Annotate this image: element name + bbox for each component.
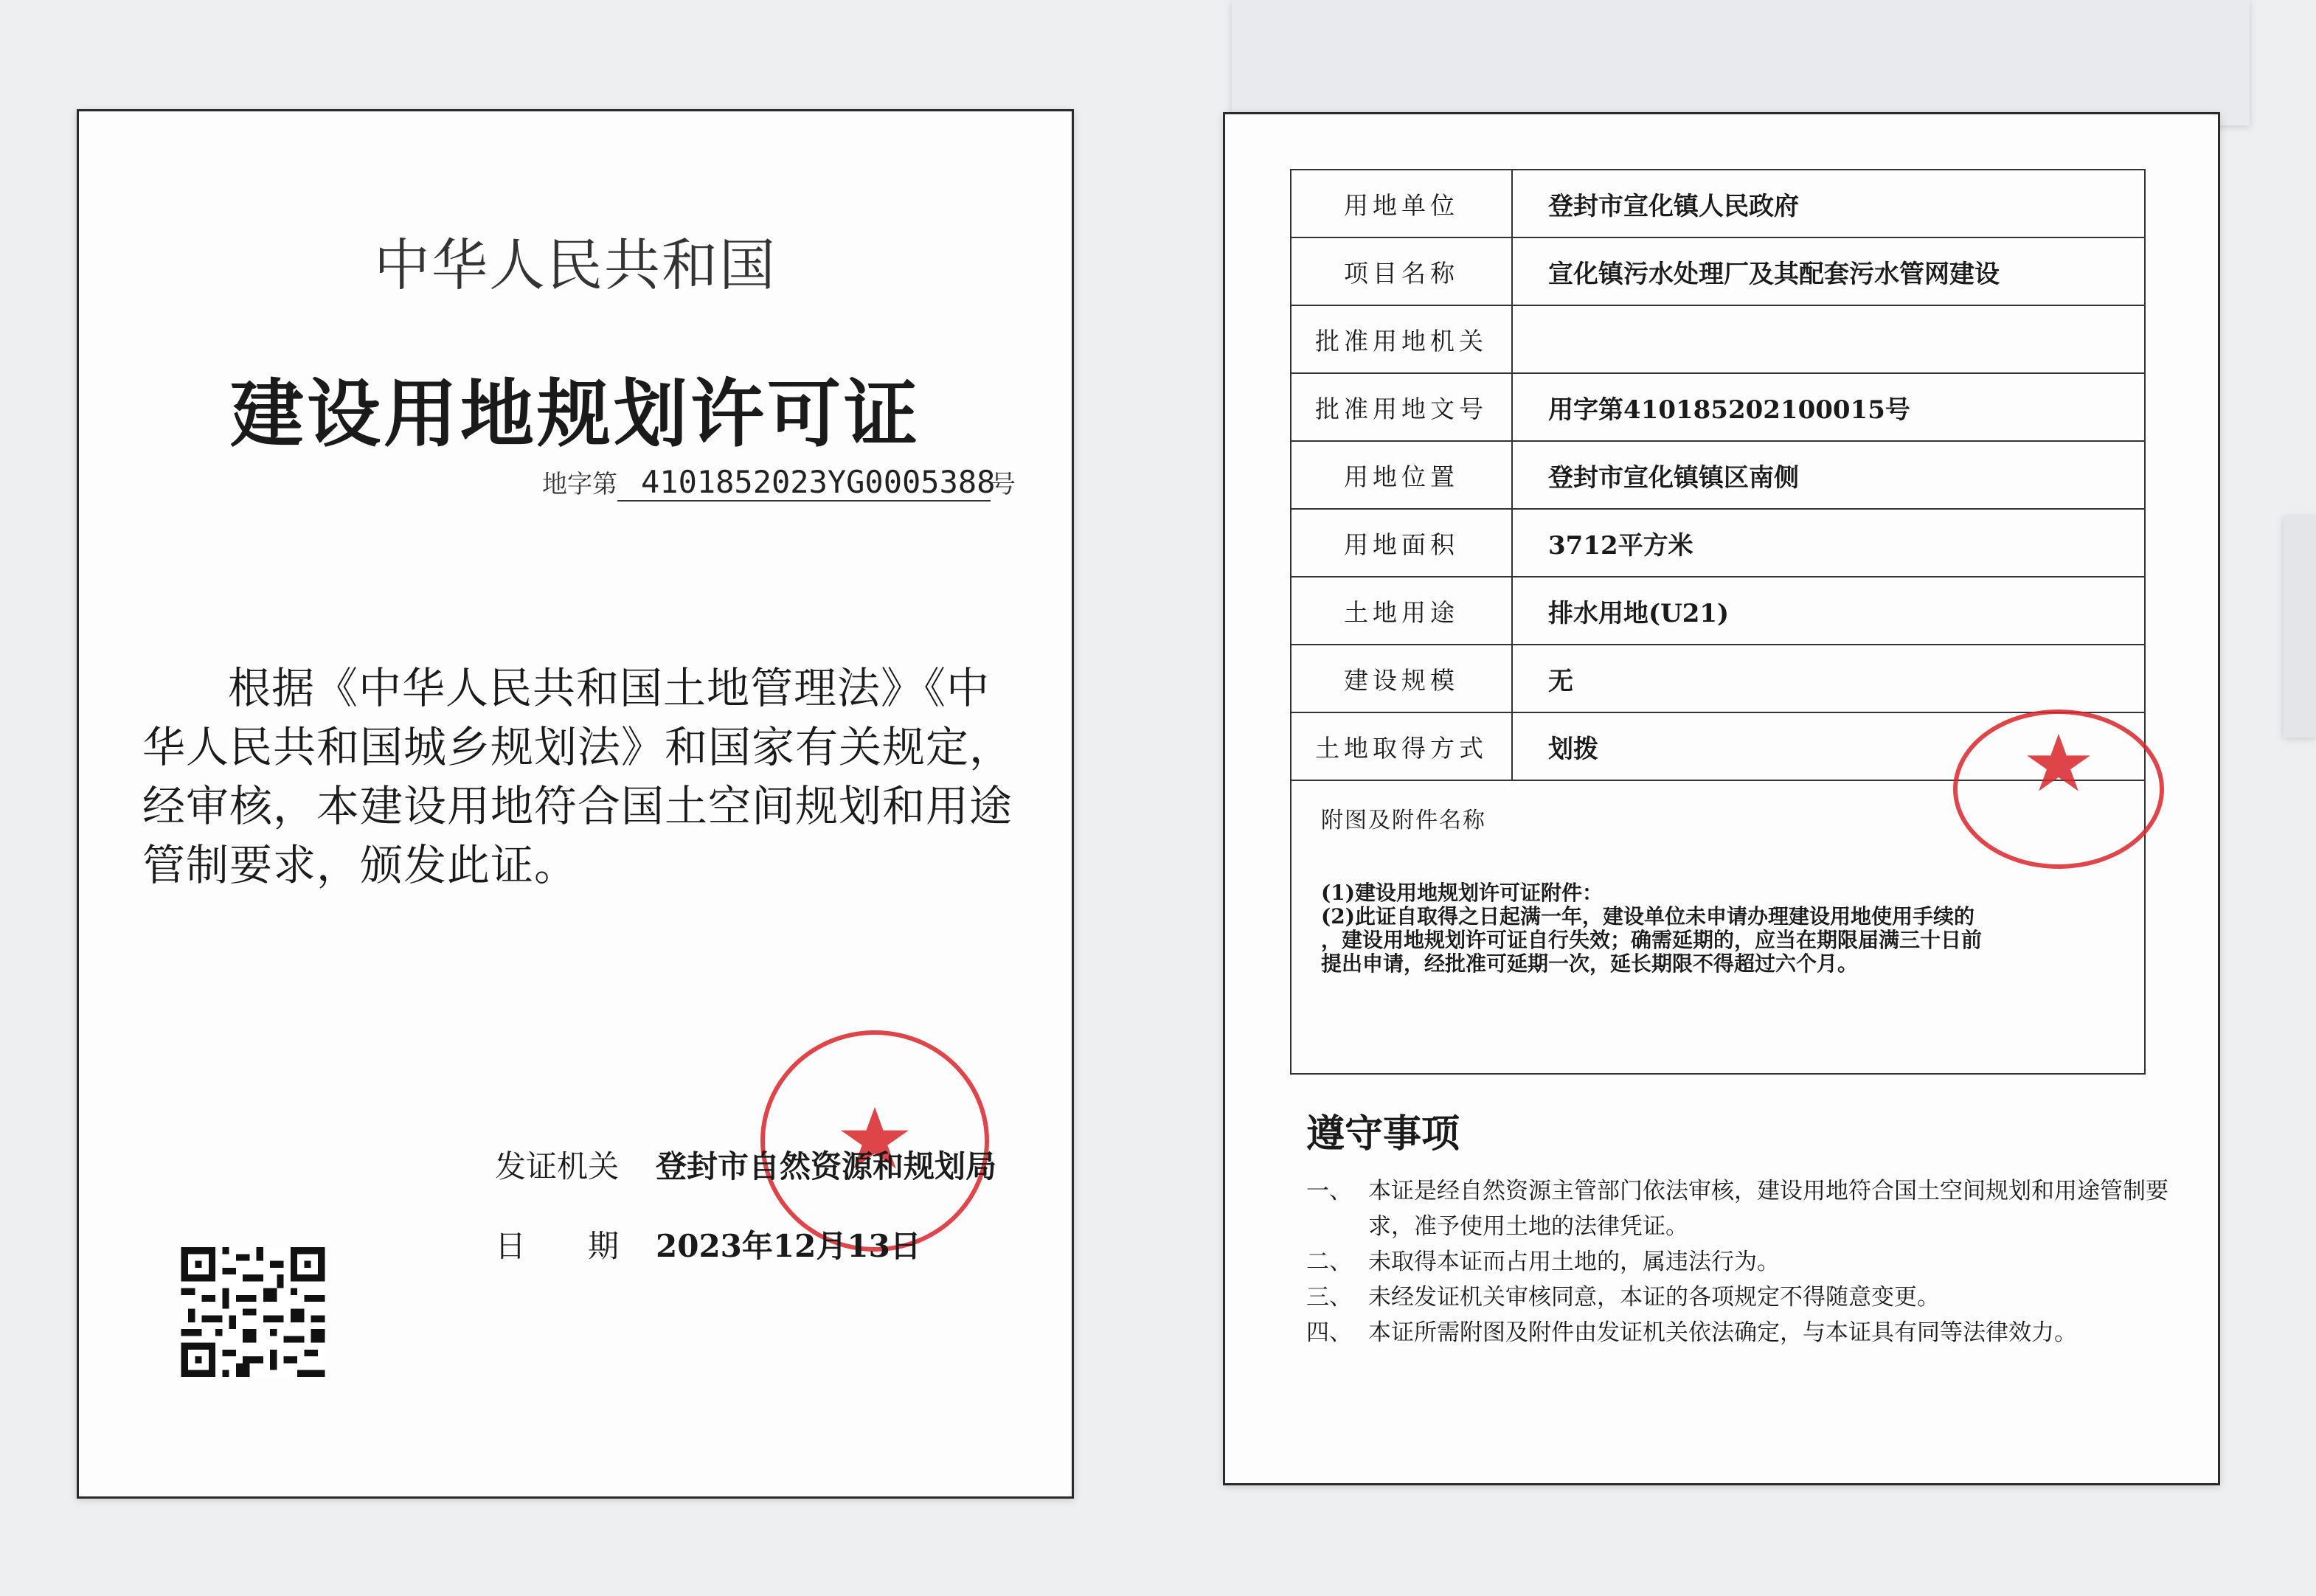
table-row (1291, 170, 2145, 237)
row-label: 用地位置 (1291, 441, 1512, 509)
rule-number: 二、 (1306, 1249, 1352, 1275)
row-value: 登封市宣化镇镇区南侧 (1512, 441, 2145, 509)
issuer-label: 发证机关 (495, 1148, 620, 1184)
row-value (1512, 305, 2145, 373)
certificate-number-line (542, 464, 1016, 502)
row-label: 土地用途 (1291, 577, 1512, 645)
row-value: 划拨 (1512, 712, 2145, 780)
rule-item (1306, 1280, 2191, 1315)
row-value: 用字第410185202100015号 (1512, 373, 2145, 441)
rule-number: 四、 (1306, 1319, 1352, 1346)
row-value: 登封市宣化镇人民政府 (1512, 170, 2145, 237)
rules-title: 遵守事项 (1306, 1112, 1460, 1156)
certificate-title: 建设用地规划许可证 (230, 371, 920, 457)
official-seal-icon (1953, 709, 2164, 869)
row-value: 排水用地(U21) (1512, 577, 2145, 645)
country-name: 中华人民共和国 (374, 232, 777, 298)
attachment-note: 提出申请，经批准可延期一次，延长期限不得超过六个月。 (1321, 951, 1859, 976)
certificate-body: 根据《中华人民共和国土地管理法》《中华人民共和国城乡规划法》和国家有关规定，经审核，本建设用地符合国土空间规划和用途管制要求，颁发此证。 (142, 663, 1013, 890)
qr-code-icon[interactable] (181, 1247, 325, 1377)
table-row (1291, 509, 2145, 577)
rule-text: 本证所需附图及附件由发证机关依法确定，与本证具有同等法律效力。 (1368, 1319, 2077, 1346)
back-page-edge-right (2284, 516, 2316, 738)
attachment-note: ，建设用地规划许可证自行失效；确需延期的，应当在期限届满三十日前 (1321, 928, 1983, 952)
rule-item (1306, 1244, 2191, 1280)
rule-item (1306, 1173, 2191, 1244)
row-label: 批准用地机关 (1291, 305, 1512, 373)
back-page-edge (1232, 0, 2250, 125)
rule-text: 未取得本证而占用土地的，属违法行为。 (1368, 1249, 1780, 1275)
rule-text: 未经发证机关审核同意，本证的各项规定不得随意变更。 (1368, 1284, 1940, 1311)
rule-text: 本证是经自然资源主管部门依法审核，建设用地符合国土空间规划和用途管制要求，准予使用土地的法律凭证。 (1368, 1178, 2168, 1240)
table-row (1291, 373, 2145, 441)
number-suffix: 号 (991, 470, 1016, 499)
table-row (1291, 305, 2145, 373)
rule-number: 一、 (1306, 1178, 1352, 1204)
table-row (1291, 237, 2145, 305)
attachment-note: (2)此证自取得之日起满一年，建设单位未申请办理建设用地使用手续的 (1321, 904, 1975, 929)
certificate-cover-page (77, 109, 1074, 1499)
issuer-value: 登封市自然资源和规划局 (656, 1148, 997, 1184)
date-row (495, 1222, 921, 1266)
row-value: 无 (1512, 645, 2145, 712)
row-label: 项目名称 (1291, 237, 1512, 305)
row-value: 宣化镇污水处理厂及其配套污水管网建设 (1512, 237, 2145, 305)
row-label: 建设规模 (1291, 645, 1512, 712)
attachments-label: 附图及附件名称 (1321, 808, 1486, 833)
row-label: 用地单位 (1291, 170, 1512, 237)
table-row (1291, 645, 2145, 712)
attachment-note: (1)建设用地规划许可证附件： (1321, 881, 1603, 905)
row-label: 用地面积 (1291, 509, 1512, 577)
number-prefix: 地字第 (542, 470, 617, 499)
issuer-row (495, 1142, 996, 1187)
official-seal-icon (760, 1030, 989, 1252)
row-label: 批准用地文号 (1291, 373, 1512, 441)
table-row (1291, 441, 2145, 509)
row-value: 3712平方米 (1512, 509, 2145, 577)
land-info-table (1290, 169, 2146, 1075)
date-value: 2023年12月13日 (656, 1228, 921, 1264)
attachment-notes (1321, 881, 2115, 976)
rule-item (1306, 1315, 2191, 1350)
table-row (1291, 577, 2145, 645)
row-label: 土地取得方式 (1291, 712, 1512, 780)
date-label: 日 期 (495, 1228, 620, 1264)
certificate-number: 4101852023YG0005388 (617, 464, 991, 502)
rule-number: 三、 (1306, 1284, 1352, 1311)
rules-list (1306, 1173, 2191, 1350)
